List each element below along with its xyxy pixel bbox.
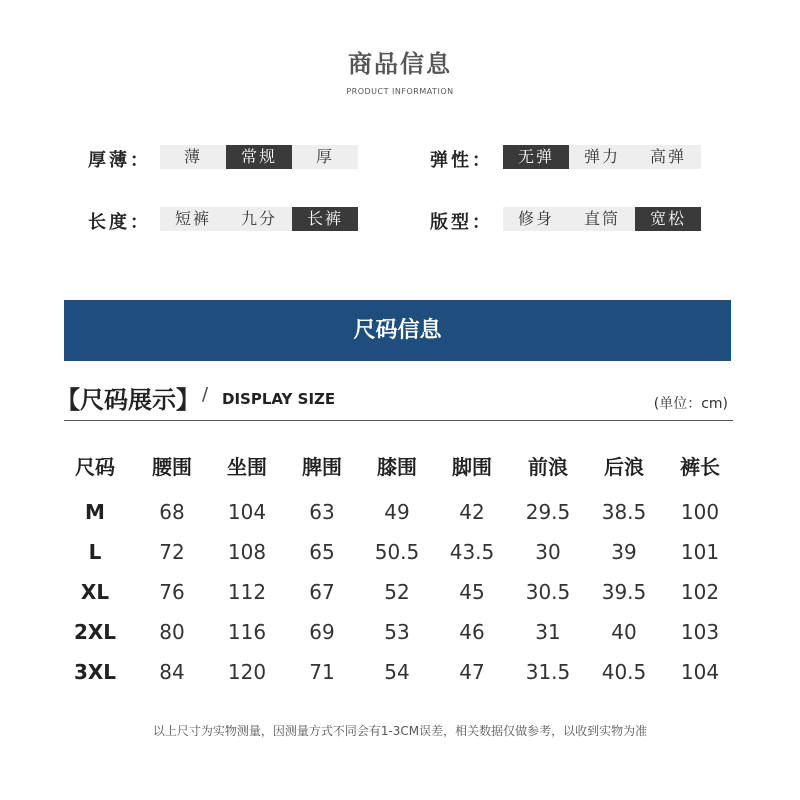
table-cell: 46 (459, 620, 485, 644)
option-straight: 直筒 (583, 209, 620, 228)
option-long-pants-selected: 长裤 (292, 207, 358, 231)
size-info-banner: 尺码信息 (64, 300, 731, 361)
table-cell: 108 (227, 540, 267, 564)
option-no-stretch-selected: 无弹 (503, 145, 569, 169)
option-slim: 修身 (517, 209, 554, 228)
table-size-label: 3XL (73, 660, 117, 684)
table-cell: 49 (384, 500, 410, 524)
table-cell: 120 (227, 660, 267, 684)
option-shorts: 短裤 (174, 209, 211, 228)
table-cell: 116 (227, 620, 267, 644)
table-cell: 31.5 (525, 660, 571, 684)
table-cell: 39 (611, 540, 637, 564)
table-header-cell: 坐围 (227, 455, 267, 479)
table-cell: 42 (459, 500, 485, 524)
option-loose-selected: 宽松 (635, 207, 701, 231)
table-cell: 50.5 (374, 540, 420, 564)
table-cell: 104 (680, 660, 720, 684)
table-cell: 102 (680, 580, 720, 604)
table-header-cell: 脾围 (302, 455, 342, 479)
divider (64, 420, 733, 421)
table-cell: 39.5 (601, 580, 647, 604)
table-cell: 65 (309, 540, 335, 564)
table-cell: 45 (459, 580, 485, 604)
table-size-label: 2XL (73, 620, 117, 644)
table-cell: 63 (309, 500, 335, 524)
table-header-cell: 腰围 (152, 455, 192, 479)
table-cell: 47 (459, 660, 485, 684)
table-cell: 53 (384, 620, 410, 644)
attr-fit-label: 版型： (430, 212, 493, 233)
table-cell: 30.5 (525, 580, 571, 604)
option-thick: 厚 (315, 147, 334, 166)
attr-length-label: 长度： (88, 212, 151, 233)
table-cell: 31 (535, 620, 561, 644)
table-size-label: M (85, 500, 105, 524)
table-cell: 40 (611, 620, 637, 644)
table-header-cell: 裤长 (680, 455, 720, 479)
table-cell: 71 (309, 660, 335, 684)
page-subtitle: PRODUCT INFORMATION (346, 87, 454, 96)
table-cell: 84 (159, 660, 185, 684)
table-cell: 38.5 (601, 500, 647, 524)
option-high-stretch: 高弹 (649, 147, 686, 166)
table-cell: 112 (227, 580, 267, 604)
attr-elasticity-label: 弹性： (430, 150, 493, 171)
page-title: 商品信息 (348, 50, 452, 78)
attr-elasticity-options (503, 145, 701, 169)
table-cell: 104 (227, 500, 267, 524)
table-cell: 80 (159, 620, 185, 644)
attr-length-options (160, 207, 358, 231)
option-thin: 薄 (183, 147, 202, 166)
attr-thickness-options (160, 145, 358, 169)
option-nine-tenths: 九分 (240, 209, 277, 228)
display-size-subtitle: DISPLAY SIZE (222, 390, 336, 408)
table-header-cell: 后浪 (604, 455, 644, 479)
table-cell: 40.5 (601, 660, 647, 684)
attr-thickness-label: 厚薄： (88, 150, 151, 171)
option-stretch: 弹力 (583, 147, 620, 166)
table-header-cell: 前浪 (528, 455, 568, 479)
table-cell: 68 (159, 500, 185, 524)
unit-label: (单位：cm) (653, 396, 728, 412)
table-header-cell: 脚围 (452, 455, 492, 479)
table-header-cell: 膝围 (377, 455, 417, 479)
table-cell: 100 (680, 500, 720, 524)
option-regular-selected: 常规 (226, 145, 292, 169)
table-cell: 43.5 (449, 540, 495, 564)
table-cell: 103 (680, 620, 720, 644)
table-cell: 30 (535, 540, 561, 564)
table-cell: 29.5 (525, 500, 571, 524)
display-size-slash: / (202, 384, 209, 405)
footnote: 以上尺寸为实物测量，因测量方式不同会有1-3CM误差，相关数据仅做参考，以收到实物为准 (152, 724, 648, 738)
table-cell: 72 (159, 540, 185, 564)
table-cell: 76 (159, 580, 185, 604)
table-cell: 54 (384, 660, 410, 684)
table-cell: 101 (680, 540, 720, 564)
table-size-label: XL (80, 580, 110, 604)
table-cell: 69 (309, 620, 335, 644)
table-cell: 52 (384, 580, 410, 604)
table-size-label: L (88, 540, 102, 564)
attr-fit-options (503, 207, 701, 231)
table-header-cell: 尺码 (75, 455, 115, 479)
table-cell: 67 (309, 580, 335, 604)
display-size-title: 【尺码展示】 (56, 386, 200, 414)
